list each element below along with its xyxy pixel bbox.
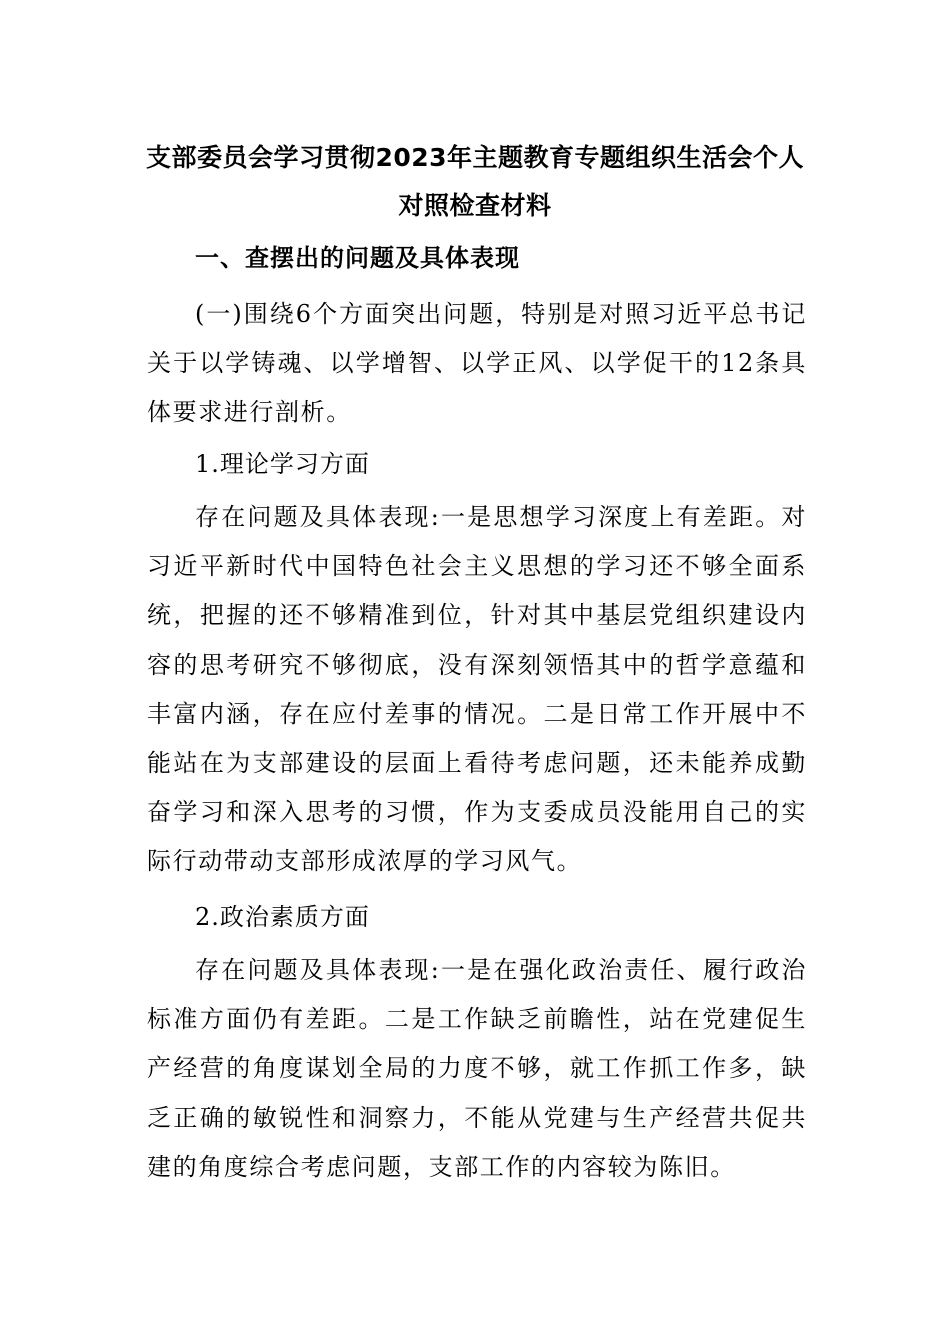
subsection-title-theory: 1.理论学习方面	[195, 450, 370, 478]
document-title-line-1: 支部委员会学习贯彻2023年主题教育专题组织生活会个人	[145, 143, 805, 172]
subsection-body-theory: 存在问题及具体表现:一是思想学习深度上有差距。对习近平新时代中国特色社会主义思想的学习还不够全面系统，把握的还不够精准到位，针对其中基层党组织建设内容的思考研究不够彻底，没有深刻领悟其中的哲学意蕴和丰富内涵，存在应付差事的情况。二是日常工作开展中不能站在为支部建设的层面上看待考虑问题，还未能养成勤奋学习和深入思考的习惯，作为支委成员没能用自己的实际行动带动支部形成浓厚的学习风气。	[147, 503, 807, 876]
subsection-body-politics: 存在问题及具体表现:一是在强化政治责任、履行政治标准方面仍有差距。二是工作缺乏前瞻性，站在党建促生产经营的角度谋划全局的力度不够，就工作抓工作多，缺乏正确的敏锐性和洞察力，不能从党建与生产经营共促共建的角度综合考虑问题，支部工作的内容较为陈旧。	[147, 956, 807, 1181]
intro-paragraph: (一)围绕6个方面突出问题，特别是对照习近平总书记关于以学铸魂、以学增智、以学正风、以学促干的12条具体要求进行剖析。	[147, 300, 807, 427]
section-heading: 一、查摆出的问题及具体表现	[195, 244, 520, 272]
subsection-title-politics: 2.政治素质方面	[195, 903, 370, 931]
document-title-line-2: 对照检查材料	[398, 191, 552, 220]
